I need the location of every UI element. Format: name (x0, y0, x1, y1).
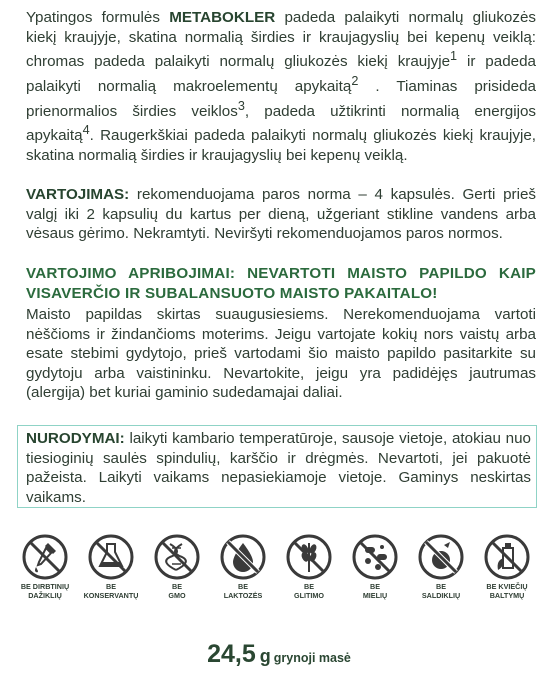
dna-icon (154, 534, 200, 580)
net-weight (0, 640, 558, 669)
icon-label: BE DIRBTINIŲ DAŽIKLIŲ (20, 582, 70, 600)
icon-label: BE GLITIMO (294, 582, 324, 600)
bottle-leaf-icon (484, 534, 530, 580)
instructions-label: NURODYMAI: (26, 430, 125, 447)
footnote-3: 3 (237, 98, 245, 113)
intro-text-2: padeda palaikyti normalų gliukozės kiekį kraujyje, skatina normalią širdies ir kraujagyslių bei kepenų veiklą: chromas padeda palaikyti normalų gliukozės kiekį kraujyje (26, 9, 536, 71)
footnote-4: 4 (82, 123, 90, 138)
restrictions-title: VARTOJIMO APRIBOJIMAI: NEVARTOTI MAISTO PAPILDO KAIP VISAVERČIO IR SUBALANSUOTO MAISTO PAKAITALO! (26, 265, 536, 302)
intro-text-4: . Tiaminas prisideda prienormalios širdies veiklos (26, 77, 536, 120)
icon-item (344, 534, 406, 600)
icon-item (80, 534, 142, 600)
weight-description: grynoji masė (273, 651, 351, 665)
icon-label: BE SALDIKLIŲ (421, 582, 461, 600)
intro-text-6: . Raugerkškiai padeda palaikyti normalų gliukozės kiekį kraujyje, skatina normalią širdies ir kraujagyslių bei kepenų veiklą. (26, 127, 536, 164)
wheat-icon (286, 534, 332, 580)
sweets-icon (418, 534, 464, 580)
icon-item (410, 534, 472, 600)
yeast-icon (352, 534, 398, 580)
icon-item (146, 534, 208, 600)
brand-name: METABOKLER (169, 9, 276, 26)
usage-paragraph (26, 185, 536, 244)
instructions-text: laikyti kambario temperatūroje, sausoje vietoje, atokiau nuo tiesioginių saulės spindulių, karščio ir drėgmės. Nevartoti, jei pakuotė pažeista. Laikyti vaikams nepasiekiamoje vietoje. Gaminys neskirtas vaikams. (26, 430, 531, 506)
usage-text: rekomenduojama paros norma – 4 kapsulės. Gerti prieš valgį iki 2 kapsulių du kartus per dieną, užgeriant stikline vandens arba vėsaus gėrimo. Nekramtyti. Neviršyti rekomenduojamos paros normos. (26, 186, 536, 243)
icon-label: BE LAKTOZĖS (223, 582, 263, 600)
intro-text-1: Ypatingos formulės (26, 9, 170, 26)
icon-item (14, 534, 76, 600)
free-from-icons (14, 534, 544, 620)
milk-drop-icon (220, 534, 266, 580)
intro-paragraph (26, 8, 536, 165)
usage-label: VARTOJIMAS: (26, 186, 130, 203)
dropper-icon (22, 534, 68, 580)
weight-unit: g (259, 646, 271, 666)
icon-item (476, 534, 538, 600)
icon-item (212, 534, 274, 600)
icon-item (278, 534, 340, 600)
instructions-paragraph (26, 429, 531, 507)
icon-label: BE GMO (168, 582, 186, 600)
icon-label: BE MIELIŲ (362, 582, 388, 600)
intro-text-5: , padeda užtikrinti normalią energijos apykaitą (26, 102, 536, 145)
footnote-1: 1 (450, 49, 458, 64)
intro-text-3: ir padeda palaikyti normalią makroelementų apykaitą (26, 53, 536, 95)
icon-label: BE KVIEČIŲ BALTYMŲ (486, 582, 528, 600)
footnote-2: 2 (351, 73, 359, 88)
weight-value: 24,5 (207, 640, 256, 668)
icon-label: BE KONSERVANTŲ (83, 582, 139, 600)
flask-icon (88, 534, 134, 580)
restrictions-text: Maisto papildas skirtas suaugusiesiems. Nerekomenduojama vartoti nėščioms ir žindančioms moterims. Jeigu vartojate kokių nors vaistų arba esate stebimi gydytojo, prieš vartodami šio maisto papildo pasitarkite su gydytoju arba vaistininku. Nevartokite, jeigu yra padidėjęs jautrumas (alergija) bet kuriai gaminio sudedamajai daliai. (26, 306, 536, 402)
